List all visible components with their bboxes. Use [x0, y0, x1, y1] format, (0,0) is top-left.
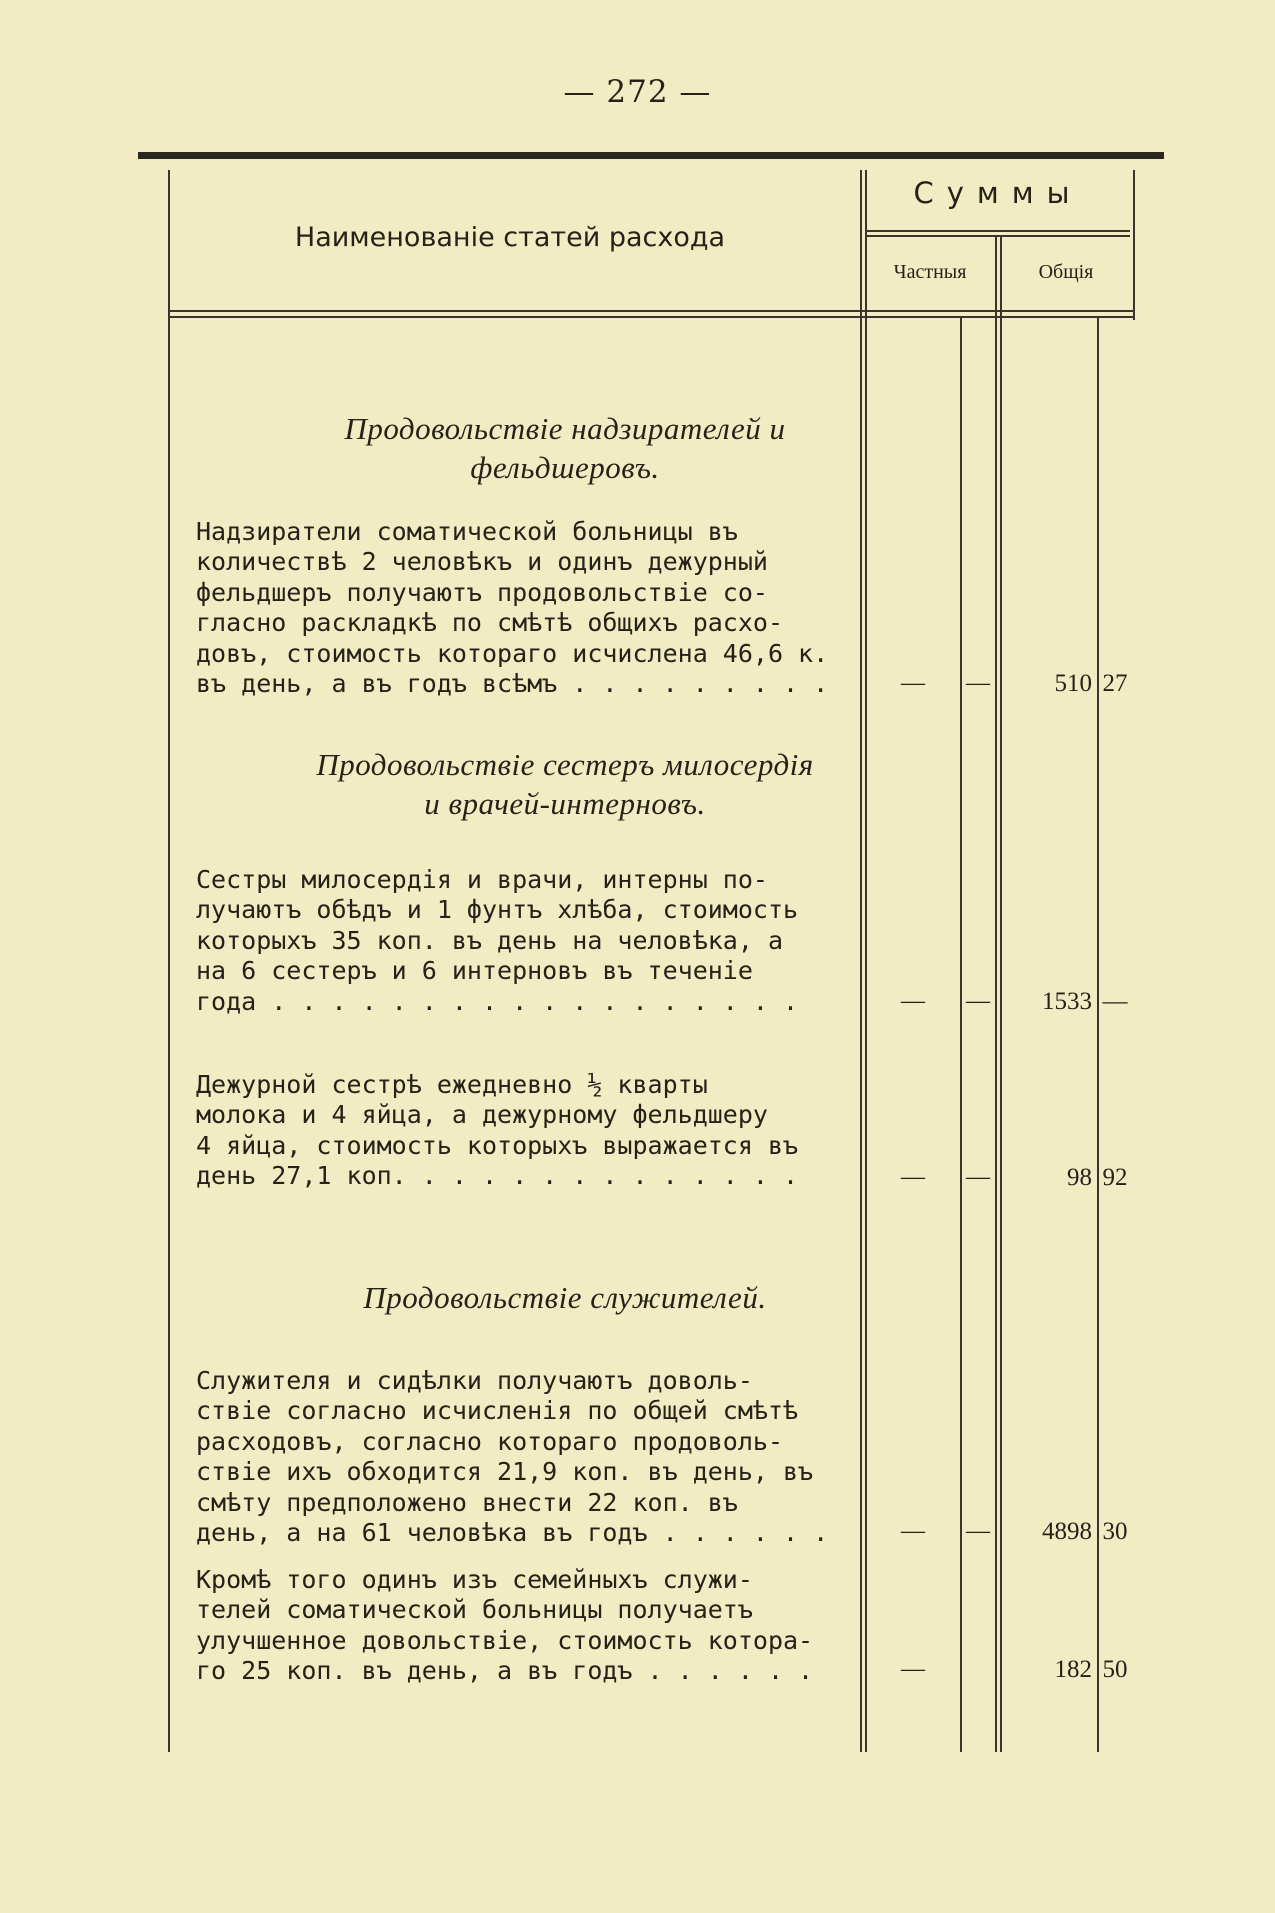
section-title: Продовольствіе сестеръ милосердія и врачей-интерновъ. [316, 747, 814, 821]
column-divider-partial-total-2 [1000, 235, 1002, 1752]
section-title: Продовольствіе служителей. [363, 1280, 767, 1315]
page-number: — 272 — [563, 74, 712, 110]
sums-header-rule [866, 230, 1130, 232]
partial-rub: — [901, 988, 925, 1014]
partial-rub: — [901, 670, 925, 696]
total-rub: 98 [1067, 1164, 1092, 1191]
total-kop: 27 [1102, 670, 1128, 697]
section-title: Продовольствіе надзирателей и фельдшеровъ. [344, 411, 786, 485]
header-name-column: Наименованіе статей расхода [294, 222, 726, 253]
partial-rub: — [901, 1164, 925, 1190]
entry-text: Кромѣ того одинъ изъ семейныхъ служи- телей соматической больницы получаетъ улучшенное довольствіе, стоимость котора- го 25 коп. въ день, а въ годъ . . . . . . [196, 1565, 814, 1686]
entry-text: Служителя и сидѣлки получаютъ доволь- ствіе согласно исчисленія по общей смѣтѣ расходовъ, согласно котораго продоволь- ствіе ихъ обходится 21,9 коп. въ день, въ смѣту предположено внести 22 коп. въ день, а на 61 человѣка въ годъ . . . . . . [196, 1366, 829, 1547]
sums-header-rule-2 [866, 235, 1130, 237]
header-bottom-rule-2 [168, 316, 1135, 318]
total-rub: 4898 [1042, 1518, 1092, 1545]
partial-rub: — [901, 1518, 925, 1544]
total-kop: 92 [1102, 1164, 1128, 1191]
total-rub: 510 [1054, 670, 1092, 697]
header-total: Общія [1038, 261, 1094, 283]
entry-text: Сестры милосердія и врачи, интерны по- лучаютъ обѣдъ и 1 фунтъ хлѣба, стоимость которыхъ 35 коп. въ день на человѣка, а на 6 сестеръ и 6 интерновъ въ теченіе года . . . . . . . . . . . . . . . . . . [196, 865, 799, 1016]
partial-rub: — [901, 1656, 925, 1682]
table-left-border [168, 170, 170, 1752]
header-sums: Суммы [913, 176, 1083, 210]
total-rub: 182 [1054, 1656, 1092, 1683]
entry-text: Дежурной сестрѣ ежедневно ½ кварты молока и 4 яйца, а дежурному фельдшеру 4 яйца, стоимость которыхъ выражается въ день 27,1 коп. . . . . . . . . . . . . . [196, 1070, 799, 1191]
column-divider-partial-total [995, 235, 997, 1752]
entry-text: Надзиратели соматической больницы въ количествѣ 2 человѣкъ и одинъ дежурный фельдшеръ получаютъ продовольствіе со- гласно раскладкѣ по смѣтѣ общихъ расхо- довъ, стоимость котораго исчислена 46,6 к. въ день, а въ годъ всѣмъ . . . . . . . . . [196, 517, 829, 698]
header-partial: Частныя [893, 261, 967, 283]
column-divider-name [860, 170, 862, 1752]
header-bottom-rule [168, 310, 1135, 312]
table-top-rule [138, 152, 1164, 159]
total-kop: 30 [1102, 1518, 1128, 1545]
partial-kop: — [966, 670, 990, 696]
total-kop: 50 [1102, 1656, 1128, 1683]
partial-kop: — [966, 988, 990, 1014]
partial-kop: — [966, 1164, 990, 1190]
total-rub: 1533 [1042, 988, 1092, 1015]
table-right-border [1133, 170, 1135, 320]
total-kop: — [1102, 988, 1128, 1015]
partial-kop: — [966, 1518, 990, 1544]
column-divider-name-2 [865, 170, 867, 1752]
